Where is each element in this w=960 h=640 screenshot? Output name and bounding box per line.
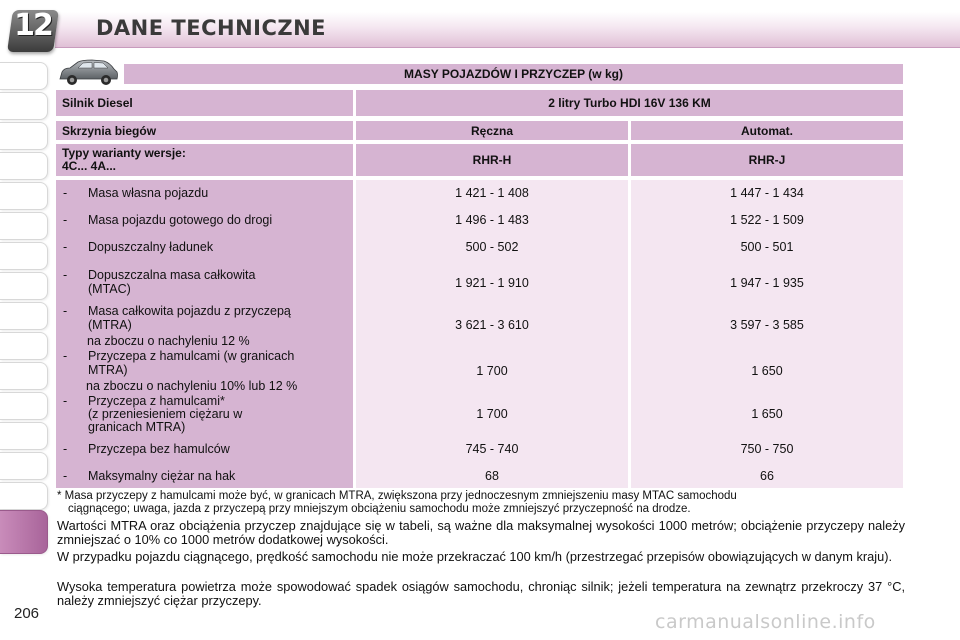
gearbox-auto: Automat. bbox=[631, 121, 903, 140]
chapter-tab[interactable] bbox=[0, 452, 48, 480]
row-value-manual: 1 921 - 1 910 bbox=[455, 276, 529, 290]
chapter-tab[interactable] bbox=[0, 422, 48, 450]
row-value-auto: 750 - 750 bbox=[740, 442, 794, 456]
table-caption: MASY POJAZDÓW I PRZYCZEP (w kg) bbox=[124, 64, 903, 84]
row-label-cont: (MTRA) bbox=[88, 318, 132, 332]
row-label: Przyczepa z hamulcami* bbox=[88, 394, 225, 408]
row-value-manual: 500 - 502 bbox=[465, 240, 519, 254]
row-dash: - bbox=[63, 268, 68, 282]
row-dash: - bbox=[63, 240, 68, 254]
row-dash: - bbox=[63, 213, 68, 227]
row-note: na zboczu o nachyleniu 12 % bbox=[87, 334, 250, 348]
row-label: Maksymalny ciężar na hak bbox=[88, 469, 236, 483]
gearbox-manual: Ręczna bbox=[356, 121, 628, 140]
row-label: Masa pojazdu gotowego do drogi bbox=[88, 213, 273, 227]
row-label-cont: MTRA) bbox=[88, 363, 128, 377]
row-label: Przyczepa z hamulcami (w granicach bbox=[88, 349, 295, 363]
chapter-tab[interactable] bbox=[0, 92, 48, 120]
type-auto: RHR-J bbox=[631, 144, 903, 176]
chapter-tab[interactable] bbox=[0, 272, 48, 300]
row-label: Dopuszczalna masa całkowita bbox=[88, 268, 256, 282]
row-dash: - bbox=[63, 349, 68, 363]
chapter-tab[interactable] bbox=[0, 212, 48, 240]
row-dash: - bbox=[63, 442, 68, 456]
row-label-cont: (z przeniesieniem ciężaru w bbox=[88, 407, 243, 421]
row-dash: - bbox=[63, 394, 68, 408]
row-value-manual: 1 421 - 1 408 bbox=[455, 186, 529, 200]
chapter-tab[interactable] bbox=[0, 182, 48, 210]
row-dash: - bbox=[63, 469, 68, 483]
row-label: Przyczepa bez hamulców bbox=[88, 442, 230, 456]
watermark: carmanualsonline.info bbox=[655, 611, 876, 633]
types-label-line1: Typy warianty wersje: bbox=[62, 146, 186, 160]
row-dash: - bbox=[63, 304, 68, 318]
row-value-auto: 66 bbox=[760, 469, 774, 483]
footnote-line1: * Masa przyczepy z hamulcami może być, w granicach MTRA, zwiększona przy jednoczesnym zmniejszeniu masy MTAC samochodu bbox=[57, 490, 737, 502]
row-value-auto: 500 - 501 bbox=[740, 240, 794, 254]
row-value-auto: 1 650 bbox=[751, 407, 783, 421]
types-label bbox=[56, 144, 353, 176]
row-value-manual: 1 700 bbox=[476, 407, 508, 421]
gearbox-label: Skrzynia biegów bbox=[56, 121, 353, 140]
chapter-tab[interactable] bbox=[0, 482, 48, 510]
chapter-tab[interactable] bbox=[0, 122, 48, 150]
chapter-number: 12 bbox=[14, 8, 52, 43]
footnote bbox=[57, 490, 905, 516]
chapter-tab-active[interactable] bbox=[0, 510, 48, 554]
row-value-manual: 745 - 740 bbox=[465, 442, 519, 456]
row-label: Dopuszczalny ładunek bbox=[88, 240, 214, 254]
page-header bbox=[0, 0, 960, 52]
row-dash: - bbox=[63, 186, 68, 200]
chapter-tab[interactable] bbox=[0, 242, 48, 270]
row-note: na zboczu o nachyleniu 10% lub 12 % bbox=[86, 379, 298, 393]
chapter-tab[interactable] bbox=[0, 62, 48, 90]
page-title: DANE TECHNICZNE bbox=[96, 16, 327, 40]
chapter-tab[interactable] bbox=[0, 302, 48, 330]
row-label-cont: granicach MTRA) bbox=[88, 420, 186, 434]
row-label-cont: (MTAC) bbox=[88, 282, 131, 296]
row-value-auto: 1 522 - 1 509 bbox=[730, 213, 804, 227]
engine-label: Silnik Diesel bbox=[56, 90, 353, 116]
types-label-line2: 4C... 4A... bbox=[62, 159, 117, 173]
chapter-tab[interactable] bbox=[0, 332, 48, 360]
chapter-tab[interactable] bbox=[0, 392, 48, 420]
paragraph-altitude: Wartości MTRA oraz obciążenia przyczep znajdujące się w tabeli, są ważne dla maksymalnej wysokości 1000 metrów; obciążenie przyczepy należy zmniejszać o 10% co 1000 metrów dodatkowej wysokości. bbox=[57, 518, 905, 547]
chapter-tab-strip bbox=[0, 62, 52, 562]
paragraph-speed: W przypadku pojazdu ciągnącego, prędkość samochodu nie może przekraczać 100 km/h (przestrzegać przepisów obowiązujących w danym kraju). bbox=[57, 549, 893, 564]
type-manual: RHR-H bbox=[356, 144, 628, 176]
row-value-manual: 3 621 - 3 610 bbox=[455, 318, 529, 332]
engine-value: 2 litry Turbo HDI 16V 136 KM bbox=[356, 90, 903, 116]
row-value-auto: 1 447 - 1 434 bbox=[730, 186, 804, 200]
row-value-auto: 1 947 - 1 935 bbox=[730, 276, 804, 290]
row-label: Masa własna pojazdu bbox=[88, 186, 209, 200]
row-value-manual: 1 700 bbox=[476, 364, 508, 378]
chapter-tab[interactable] bbox=[0, 152, 48, 180]
chapter-tab[interactable] bbox=[0, 362, 48, 390]
car-icon bbox=[56, 58, 120, 88]
footnote-line2: ciągnącego; uwaga, jazda z przyczepą przy mniejszym obciążeniu samochodu może zmniejszyć przyczepność na drodze. bbox=[68, 503, 691, 515]
page-number: 206 bbox=[14, 605, 40, 622]
row-value-manual: 1 496 - 1 483 bbox=[455, 213, 529, 227]
row-value-auto: 3 597 - 3 585 bbox=[730, 318, 804, 332]
row-value-auto: 1 650 bbox=[751, 364, 783, 378]
row-value-manual: 68 bbox=[485, 469, 499, 483]
row-label: Masa całkowita pojazdu z przyczepą bbox=[88, 304, 291, 318]
paragraph-temperature: Wysoka temperatura powietrza może spowodować spadek osiągów samochodu, chroniąc silnik; jeżeli temperatura na zewnątrz przekroczy 37 °C, należy zmniejszyć ciężar przyczepy. bbox=[57, 579, 905, 608]
